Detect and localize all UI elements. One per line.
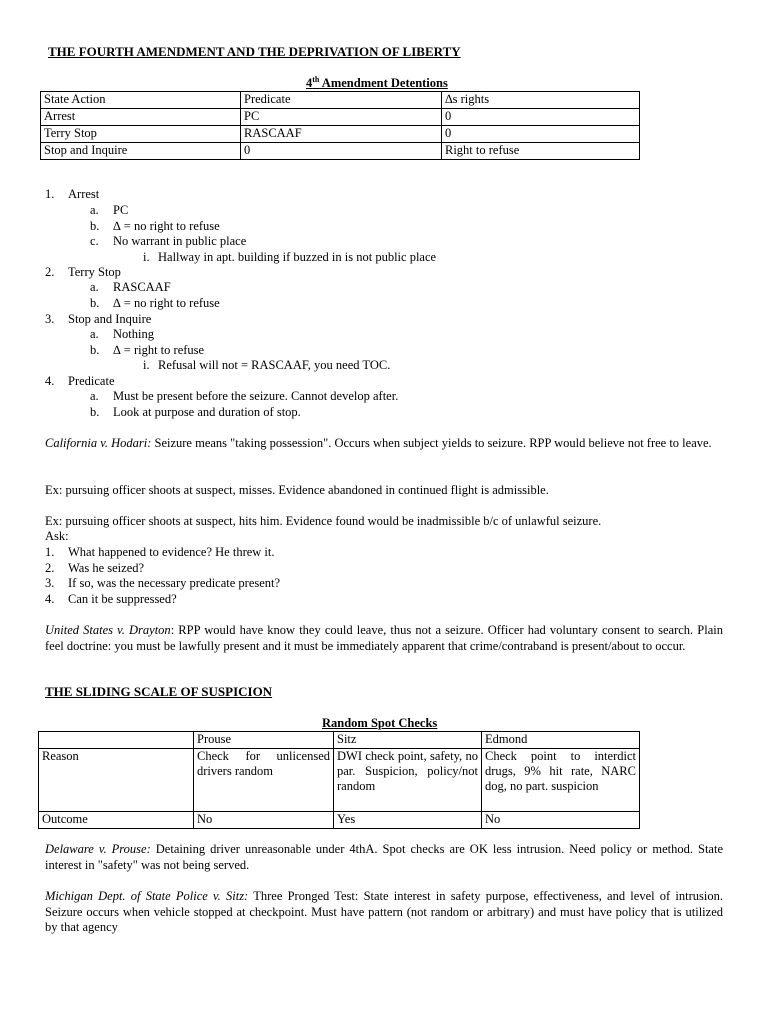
document-title: THE FOURTH AMENDMENT AND THE DEPRIVATION OF LIBERTY: [48, 44, 461, 59]
list-item: Terry Stop: [68, 265, 121, 279]
case-text: Detaining driver unreasonable under 4thA. Spot checks are OK less intrusion. Need policy or method. State interest in "safety" was not being served.: [45, 842, 723, 872]
list-item: Nothing: [113, 327, 154, 341]
table-cell: Outcome: [39, 812, 194, 829]
table1-caption-number: 4: [306, 76, 313, 90]
table-cell: Check for unlicensed drivers random: [194, 749, 334, 812]
case-name: Delaware v. Prouse:: [45, 842, 151, 856]
table-cell: 0: [442, 126, 640, 143]
table-cell: No: [482, 812, 640, 829]
list-marker: 4.: [45, 374, 55, 388]
list-item: Must be present before the seizure. Cannot develop after.: [113, 389, 399, 403]
list-marker: 4.: [45, 592, 55, 606]
table-header-cell: State Action: [41, 92, 241, 109]
table1-caption-text: Amendment Detentions: [319, 76, 448, 90]
list-item: Can it be suppressed?: [68, 592, 177, 606]
list-marker: 1.: [45, 545, 55, 559]
case-name: United States v. Drayton: [45, 623, 171, 637]
table-header-cell: [39, 732, 194, 749]
list-item: PC: [113, 203, 129, 217]
table-cell: Right to refuse: [442, 143, 640, 160]
list-marker: 3.: [45, 576, 55, 590]
table-header-cell: Sitz: [334, 732, 482, 749]
table-header-row: [39, 732, 640, 749]
list-item: ∆ = no right to refuse: [113, 296, 220, 310]
table-header-cell: Edmond: [482, 732, 640, 749]
list-marker: i.: [143, 250, 150, 264]
table2-caption: Random Spot Checks: [322, 716, 438, 730]
list-marker: b.: [90, 343, 100, 357]
table-cell: 0: [241, 143, 442, 160]
table-cell: Check point to interdict drugs, 9% hit rate, NARC dog, no part. suspicion: [482, 749, 640, 812]
list-marker: a.: [90, 327, 99, 341]
list-item: Look at purpose and duration of stop.: [113, 405, 301, 419]
table1-caption-superscript: th: [312, 74, 320, 84]
list-marker: b.: [90, 219, 100, 233]
table-row: [39, 749, 640, 812]
table-cell: Yes: [334, 812, 482, 829]
list-marker: c.: [90, 234, 99, 248]
list-marker: 2.: [45, 561, 55, 575]
list-item: ∆ = right to refuse: [113, 343, 205, 357]
list-item: Was he seized?: [68, 561, 145, 575]
table-header-cell: Predicate: [241, 92, 442, 109]
table-cell: Stop and Inquire: [41, 143, 241, 160]
list-item: Predicate: [68, 374, 115, 388]
list-item: RASCAAF: [113, 280, 171, 294]
list-marker: 3.: [45, 312, 55, 326]
sitz-paragraph: [45, 889, 723, 936]
list-item: Arrest: [68, 187, 100, 201]
list-item: What happened to evidence? He threw it.: [68, 545, 275, 559]
case-text: : RPP would have know they could leave, thus not a seizure. Officer had voluntary consent to search. Plain feel doctrine: you must be lawfully present and it must be immediately apparent that crime/contraband is present/about to occur.: [45, 623, 724, 653]
case-name: Michigan Dept. of State Police v. Sitz:: [45, 889, 249, 903]
table-cell: RASCAAF: [241, 126, 442, 143]
table-cell: PC: [241, 109, 442, 126]
table-cell: Arrest: [41, 109, 241, 126]
list-item: No warrant in public place: [113, 234, 247, 248]
list-item: ∆ = no right to refuse: [113, 219, 220, 233]
section-title: THE SLIDING SCALE OF SUSPICION: [45, 684, 273, 699]
list-item: Stop and Inquire: [68, 312, 152, 326]
spot-checks-table: [38, 731, 640, 829]
table-row: [39, 812, 640, 829]
table-header-cell: Prouse: [194, 732, 334, 749]
table-row: [41, 143, 640, 160]
case-text: Seizure means "taking possession". Occurs when subject yields to seizure. RPP would believe not free to leave.: [151, 436, 712, 450]
table-row: [41, 126, 640, 143]
list-marker: b.: [90, 296, 100, 310]
list-item: If so, was the necessary predicate present?: [68, 576, 281, 590]
ask-label: Ask:: [45, 529, 69, 543]
list-marker: a.: [90, 203, 99, 217]
hodari-paragraph: [45, 436, 723, 452]
example-paragraph: Ex: pursuing officer shoots at suspect, hits him. Evidence found would be inadmissible b/c of unlawful seizure.: [45, 514, 602, 528]
table-cell: Reason: [39, 749, 194, 812]
list-marker: i.: [143, 358, 150, 372]
table-header-cell: ∆s rights: [442, 92, 640, 109]
table-cell: Terry Stop: [41, 126, 241, 143]
table-cell: No: [194, 812, 334, 829]
prouse-paragraph: [45, 842, 723, 873]
case-text: Three Pronged Test: State interest in safety purpose, effectiveness, and level of intrusion. Seizure occurs when vehicle stopped at checkpoint. Must have pattern (not random or arbitrary) and must have policy that is utilized by that agency: [45, 889, 723, 934]
table-cell: DWI check point, safety, no par. Suspicion, policy/not random: [334, 749, 482, 812]
table1-caption: [306, 76, 448, 92]
drayton-paragraph: [45, 623, 723, 654]
list-marker: a.: [90, 280, 99, 294]
example-paragraph: Ex: pursuing officer shoots at suspect, misses. Evidence abandoned in continued flight is admissible.: [45, 483, 549, 497]
table-row: [41, 109, 640, 126]
list-marker: 2.: [45, 265, 55, 279]
table-header-row: [41, 92, 640, 109]
list-marker: b.: [90, 405, 100, 419]
detentions-table: [40, 91, 640, 160]
list-item: Refusal will not = RASCAAF, you need TOC.: [158, 358, 391, 372]
list-marker: a.: [90, 389, 99, 403]
table-cell: 0: [442, 109, 640, 126]
case-name: California v. Hodari:: [45, 436, 152, 450]
list-item: Hallway in apt. building if buzzed in is not public place: [158, 250, 437, 264]
list-marker: 1.: [45, 187, 55, 201]
